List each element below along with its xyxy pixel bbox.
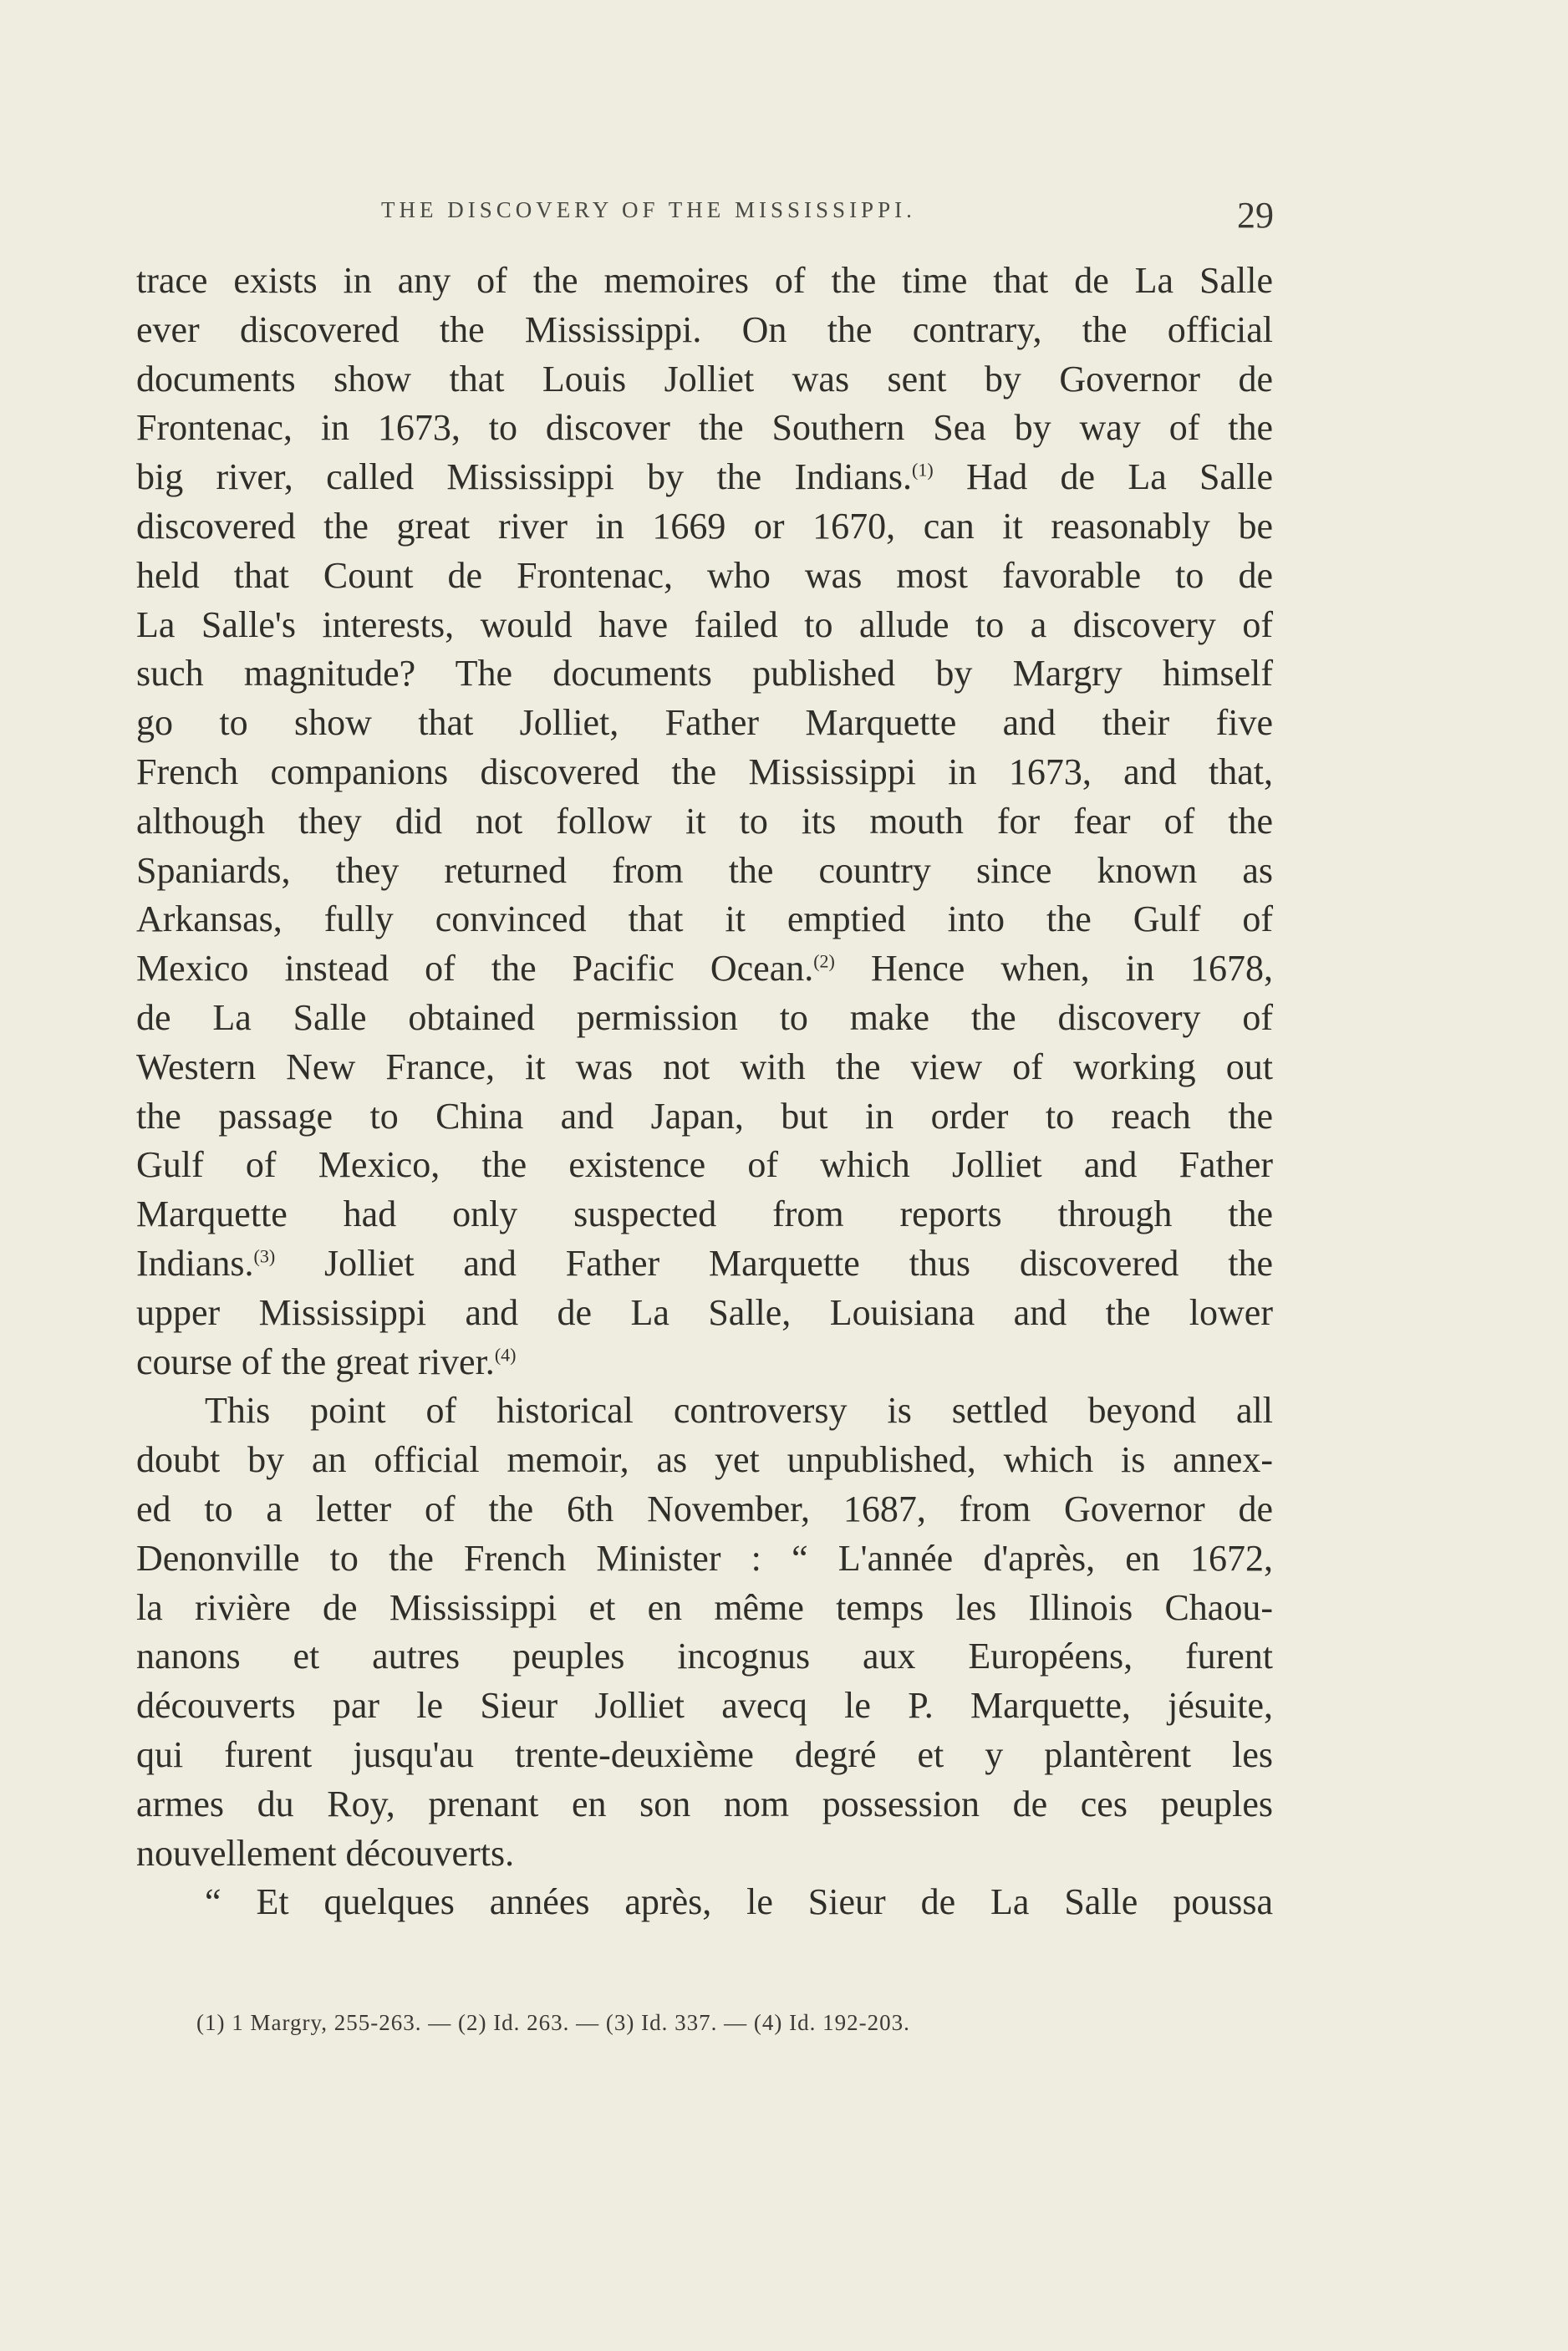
- page-number: 29: [1237, 195, 1274, 236]
- text-line: Mexico instead of the Pacific Ocean.$^{(2)}$ Hence when, in 1678,: [136, 948, 1273, 990]
- text-line: go to show that Jolliet, Father Marquette and their five: [136, 702, 1273, 744]
- text-line: nouvellement découverts.: [136, 1832, 515, 1874]
- text-line: the passage to China and Japan, but in order to reach the: [136, 1095, 1273, 1137]
- footnote-ref: (4): [494, 1343, 517, 1365]
- text-line: This point of historical controversy is settled beyond all: [205, 1390, 1273, 1432]
- text-line: armes du Roy, prenant en son nom possession de ces peuples: [136, 1783, 1273, 1824]
- text-line: ever discovered the Mississippi. On the contrary, the official: [136, 308, 1273, 350]
- running-title: THE DISCOVERY OF THE MISSISSIPPI.: [381, 197, 916, 222]
- footnotes: (1) 1 Margry, 255-263. — (2) Id. 263. — (3) Id. 337. — (4) Id. 192-203.: [196, 2010, 910, 2035]
- text-line: although they did not follow it to its mouth for fear of the: [136, 800, 1273, 842]
- text-line: Arkansas, fully convinced that it emptied into the Gulf of: [136, 898, 1273, 940]
- footnote-ref: (3): [253, 1245, 276, 1267]
- running-head: [381, 194, 1274, 236]
- text-line: Frontenac, in 1673, to discover the Southern Sea by way of the: [136, 407, 1273, 449]
- text-line: découverts par le Sieur Jolliet avecq le P. Marquette, jésuite,: [136, 1685, 1273, 1727]
- body-text: [136, 257, 1273, 1927]
- text-line: Denonville to the French Minister : “ L'année d'après, en 1672,: [136, 1537, 1273, 1579]
- text-line: documents show that Louis Jolliet was sent by Governor de: [136, 358, 1273, 399]
- text-line: French companions discovered the Mississippi in 1673, and that,: [136, 751, 1273, 792]
- text-line: nanons et autres peuples incognus aux Européens, furent: [136, 1636, 1273, 1677]
- text-line: qui furent jusqu'au trente-deuxième degré et y plantèrent les: [136, 1733, 1273, 1775]
- text-line: Western New France, it was not with the view of working out: [136, 1046, 1273, 1087]
- text-line: “ Et quelques années après, le Sieur de La Salle poussa: [205, 1881, 1273, 1923]
- text-line: upper Mississippi and de La Salle, Louisiana and the lower: [136, 1291, 1273, 1333]
- footnote-ref: (2): [813, 950, 835, 972]
- text-line: course of the great river.$^{(4)}$: [136, 1341, 517, 1382]
- text-line: doubt by an official memoir, as yet unpublished, which is annex-: [136, 1439, 1273, 1481]
- text-line: La Salle's interests, would have failed to allude to a discovery of: [136, 603, 1273, 645]
- text-line: big river, called Mississippi by the Indians.$^{(1)}$ Had de La Salle: [136, 456, 1273, 498]
- text-line: ed to a letter of the 6th November, 1687, from Governor de: [136, 1488, 1273, 1529]
- text-line: la rivière de Mississippi et en même temps les Illinois Chaou-: [136, 1586, 1273, 1628]
- text-line: trace exists in any of the memoires of the time that de La Salle: [136, 260, 1273, 301]
- footnote-ref: (1): [912, 459, 934, 481]
- text-line: discovered the great river in 1669 or 1670, can it reasonably be: [136, 505, 1273, 547]
- text-line: held that Count de Frontenac, who was most favorable to de: [136, 554, 1273, 596]
- text-line: de La Salle obtained permission to make the discovery of: [136, 996, 1273, 1038]
- text-line: Marquette had only suspected from reports through the: [136, 1193, 1273, 1235]
- text-line: such magnitude? The documents published by Margry himself: [136, 653, 1273, 695]
- text-line: Gulf of Mexico, the existence of which Jolliet and Father: [136, 1144, 1273, 1186]
- text-line: Spaniards, they returned from the country since known as: [136, 849, 1273, 891]
- text-line: Indians.$^{(3)}$ Jolliet and Father Marquette thus discovered the: [136, 1242, 1273, 1284]
